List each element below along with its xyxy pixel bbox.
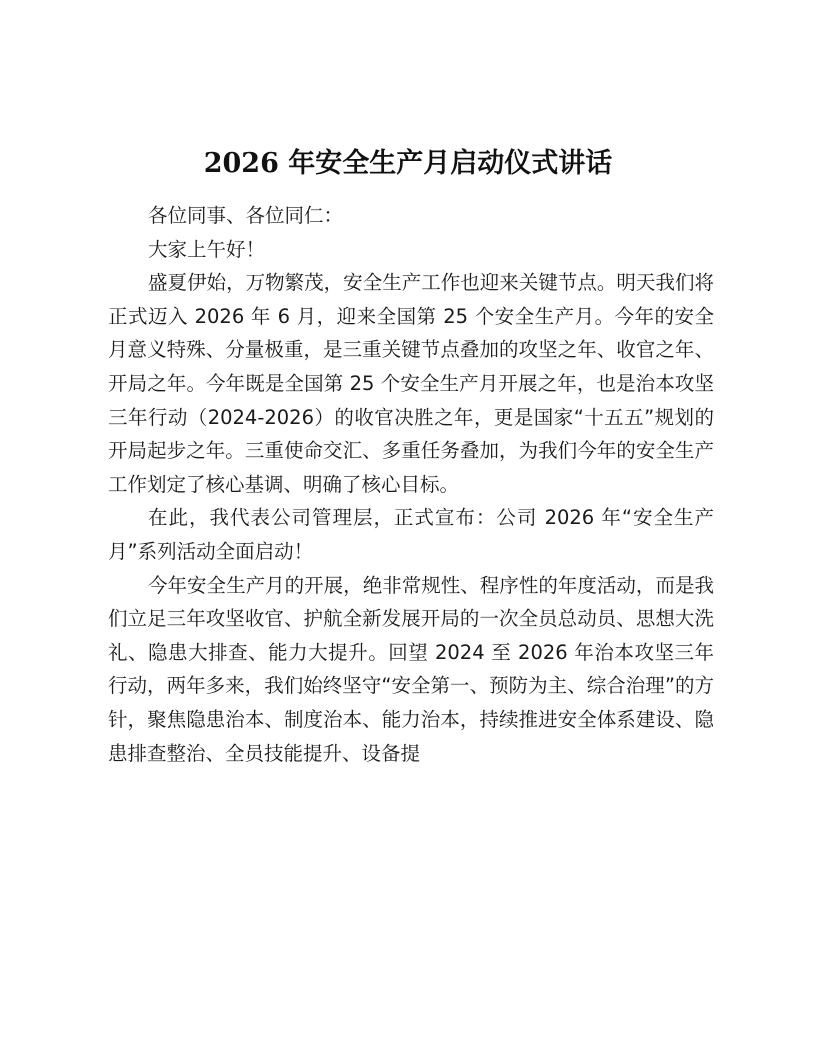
review-paragraph: 今年安全生产月的开展，绝非常规性、程序性的年度活动，而是我们立足三年攻坚收官、护航全新发展开局的一次全员总动员、思想大洗礼、隐患大排查、能力大提升。回望 2024 至 2026 年治本攻坚三年行动，两年多来，我们始终坚守“安全第一、预防为主、综合治理”的方针，聚焦隐患治本、制度治本、能力治本，持续推进安全体系建设、隐患排查整治、全员技能提升、设备提 bbox=[108, 573, 714, 765]
salutation-paragraph: 各位同事、各位同仁： bbox=[148, 204, 344, 227]
document-title: 2026 年安全生产月启动仪式讲话 bbox=[203, 148, 613, 179]
document-body bbox=[108, 199, 714, 770]
announcement-paragraph: 在此，我代表公司管理层，正式宣布：公司 2026 年“安全生产月”系列活动全面启动！ bbox=[108, 506, 714, 563]
intro-paragraph: 盛夏伊始，万物繁茂，安全生产工作也迎来关键节点。明天我们将正式迈入 2026 年 6 月，迎来全国第 25 个安全生产月。今年的安全月意义特殊、分量极重，是三重关键节点叠加的攻坚之年、收官之年、开局之年。今年既是全国第 25 个安全生产月开展之年，也是治本攻坚三年行动（2024-2026）的收官决胜之年，更是国家“十五五”规划的开局起步之年。三重使命交汇、多重任务叠加，为我们今年的安全生产工作划定了核心基调、明确了核心目标。 bbox=[108, 271, 714, 496]
greeting-paragraph: 大家上午好！ bbox=[148, 237, 266, 261]
